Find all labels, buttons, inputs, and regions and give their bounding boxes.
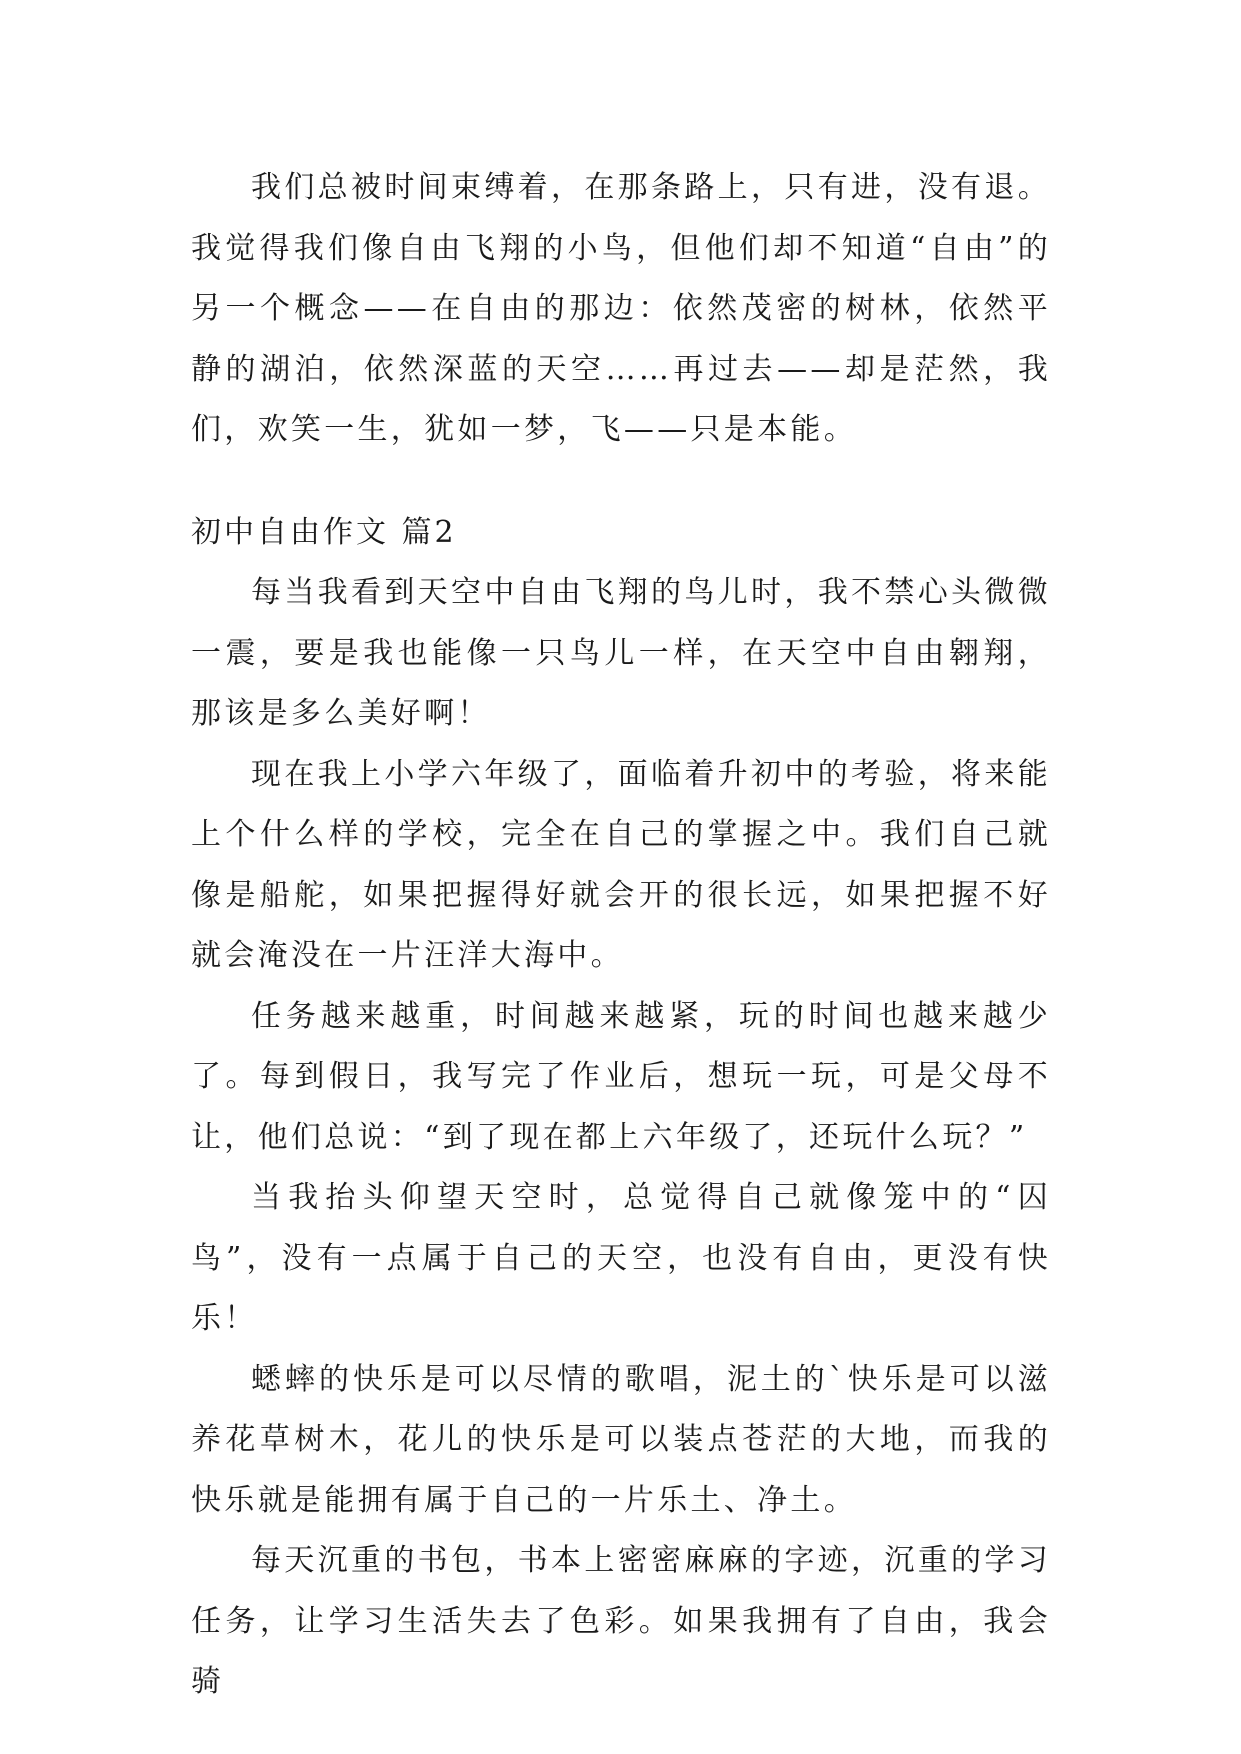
essay-paragraph: 每当我看到天空中自由飞翔的鸟儿时，我不禁心头微微一震，要是我也能像一只鸟儿一样，在天空中自由翱翔，那该是多么美好啊！ [191,575,1051,731]
essay-paragraph: 每天沉重的书包，书本上密密麻麻的字迹，沉重的学习任务，让学习生活失去了色彩。如果我拥有了自由，我会骑 [191,1543,1051,1699]
essay-paragraph: 任务越来越重，时间越来越紧，玩的时间也越来越少了。每到假日，我写完了作业后，想玩一玩，可是父母不让，他们总说：“到了现在都上六年级了，还玩什么玩？” [191,998,1051,1155]
intro-paragraph: 我们总被时间束缚着，在那条路上，只有进，没有退。我觉得我们像自由飞翔的小鸟，但他们却不知道“自由”的另一个概念——在自由的那边：依然茂密的树林，依然平静的湖泊，依然深蓝的天空……再过去——却是茫然，我们，欢笑一生，犹如一梦，飞——只是本能。 [191,170,1051,447]
essay-paragraph: 蟋蟀的快乐是可以尽情的歌唱，泥土的`快乐是可以滋养花草树木，花儿的快乐是可以装点苍茫的大地，而我的快乐就是能拥有属于自己的一片乐土、净土。 [191,1361,1051,1518]
essay-paragraph: 现在我上小学六年级了，面临着升初中的考验，将来能上个什么样的学校，完全在自己的掌握之中。我们自己就像是船舵，如果把握得好就会开的很长远，如果把握不好就会淹没在一片汪洋大海中。 [191,756,1051,973]
intro-section [191,158,1051,461]
essay-paragraph: 当我抬头仰望天空时，总觉得自己就像笼中的“囚鸟”，没有一点属于自己的天空，也没有自由，更没有快乐！ [191,1180,1051,1336]
essay-title: 初中自由作文 篇2 [191,515,457,550]
essay-section [191,503,1051,1713]
